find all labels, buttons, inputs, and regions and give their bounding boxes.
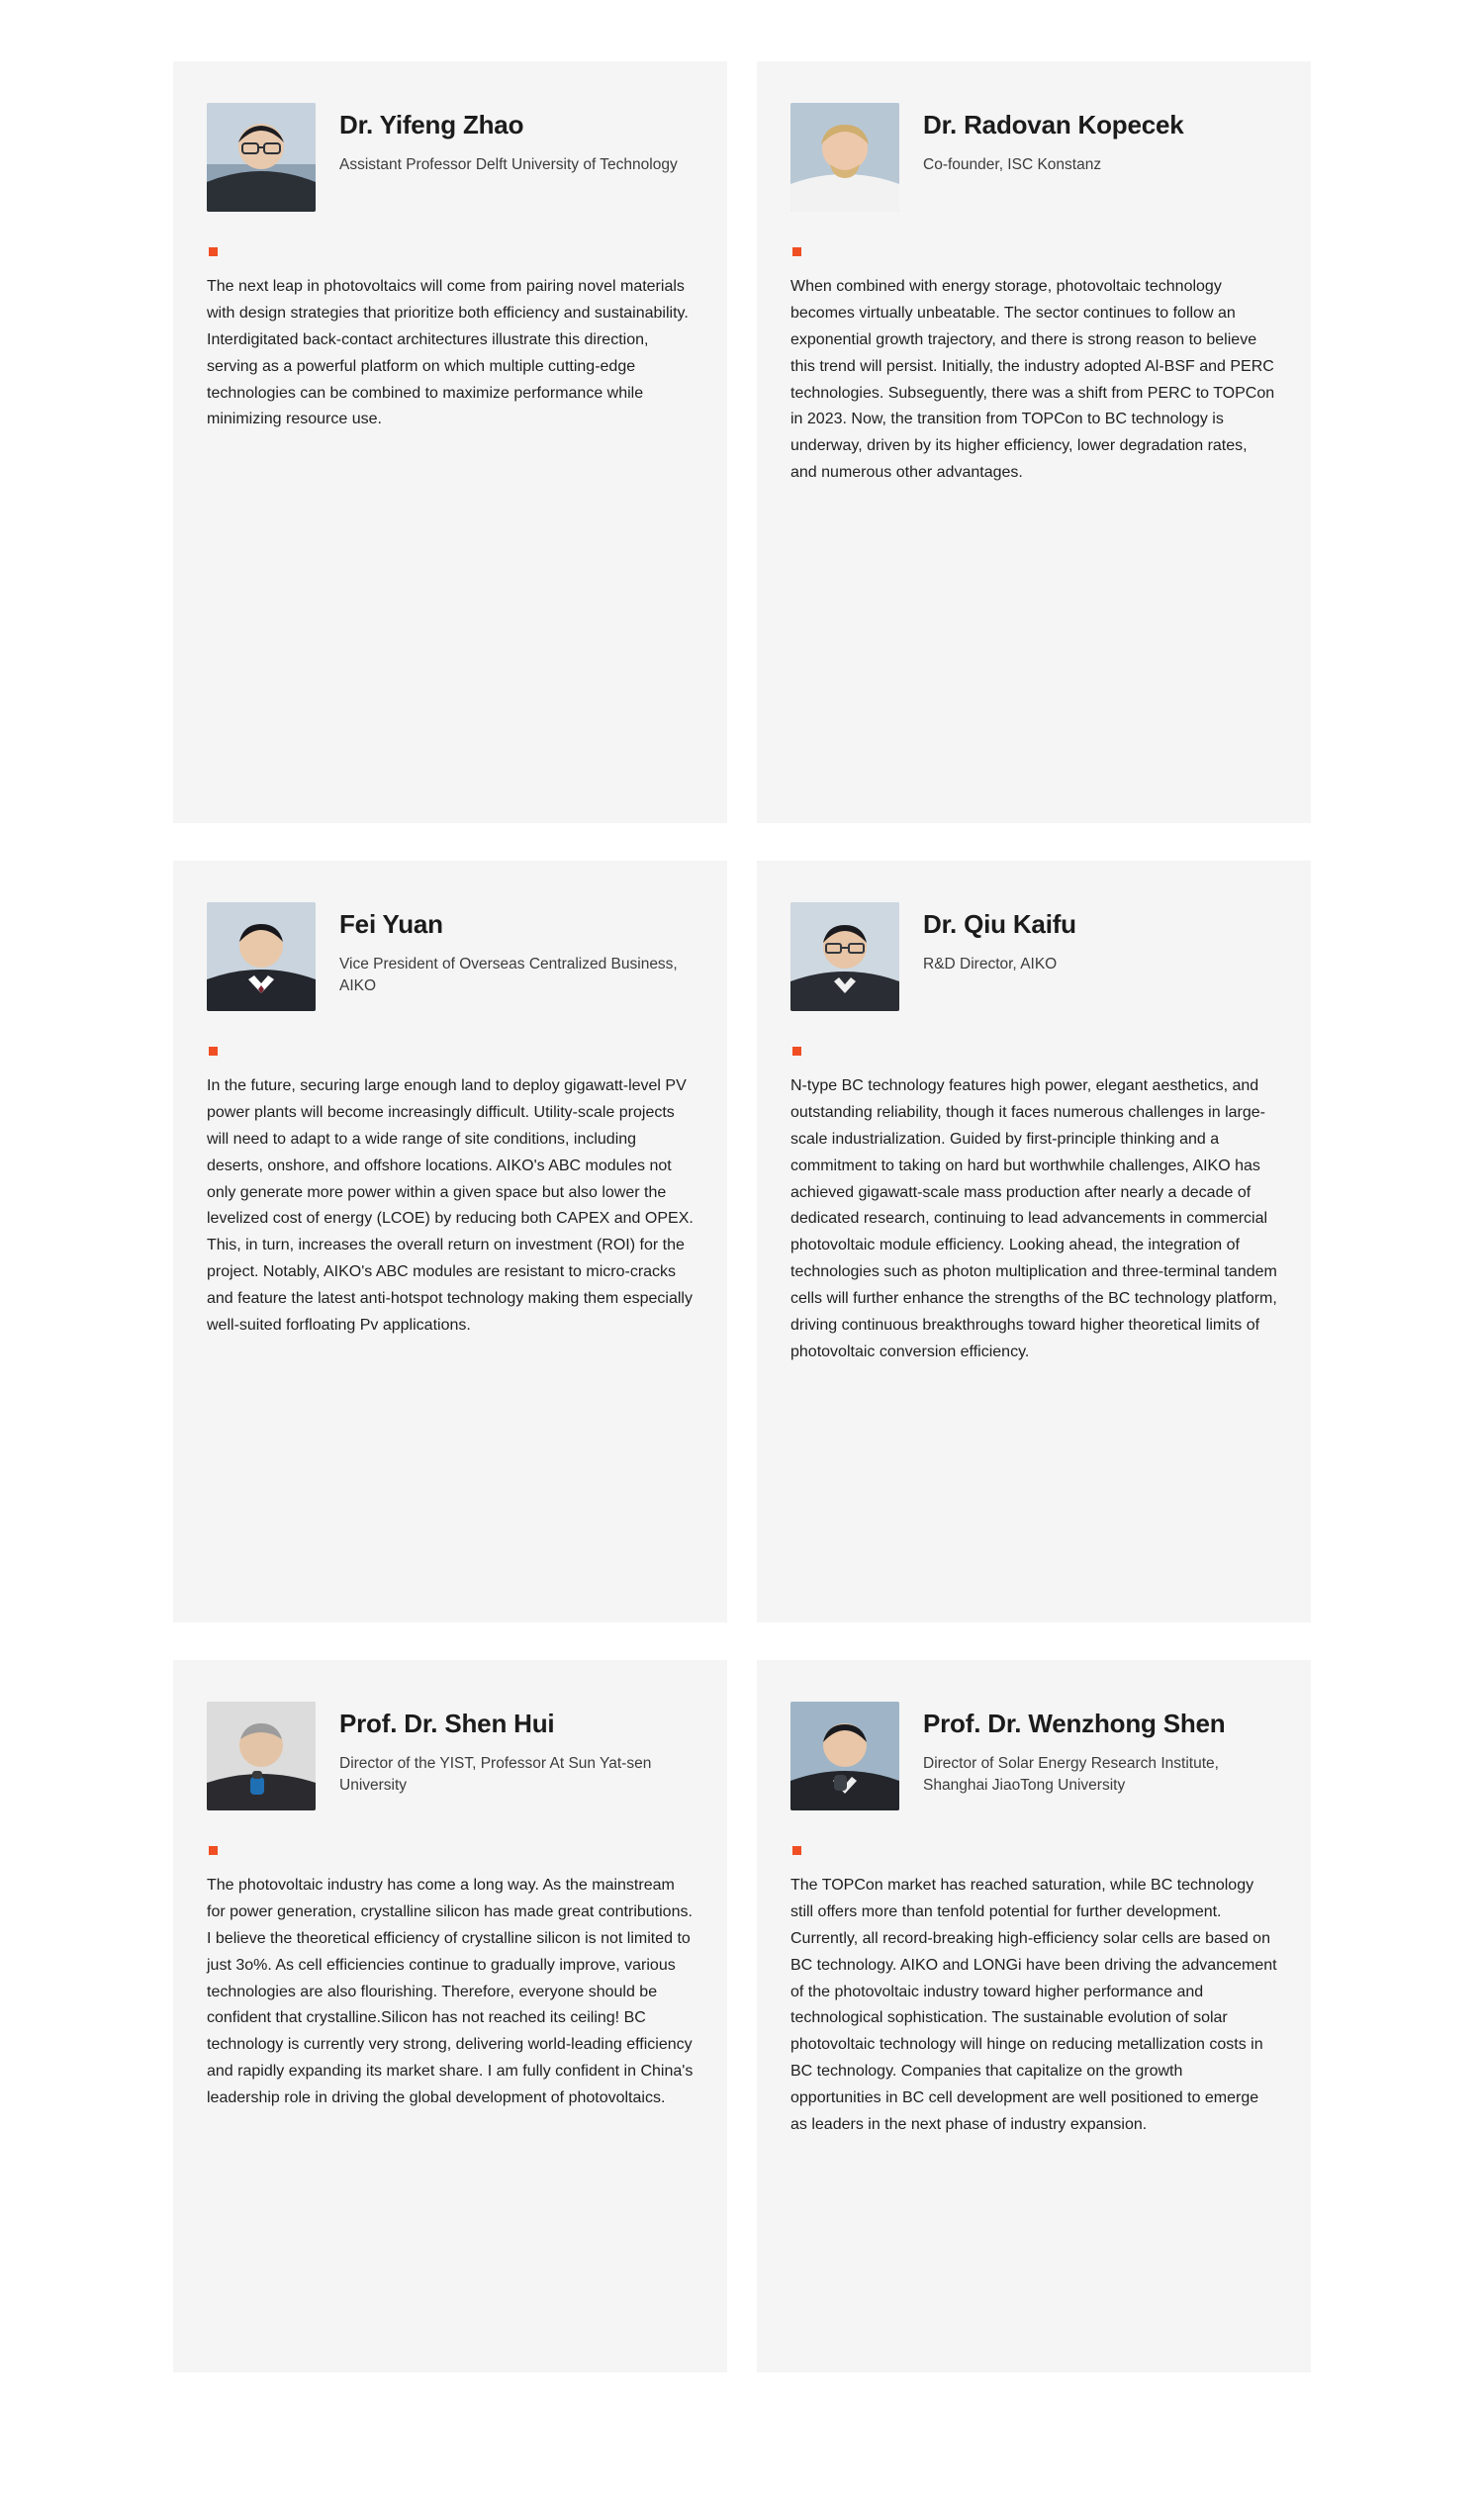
testimonial-card <box>757 861 1311 1622</box>
card-header-text <box>339 1702 694 1798</box>
card-header <box>790 103 1277 212</box>
portrait-photo-qiu-kaifu <box>790 902 899 1011</box>
testimonial-card <box>173 861 727 1622</box>
portrait-photo-fei-yuan <box>207 902 316 1011</box>
testimonial-card <box>173 61 727 823</box>
card-header-text <box>339 902 694 998</box>
person-title: Assistant Professor Delft University of Technology <box>339 155 678 173</box>
person-name: Dr. Radovan Kopecek <box>923 110 1184 139</box>
card-header-text <box>923 103 1184 176</box>
card-header-text <box>339 103 678 176</box>
orange-square-bullet-icon <box>209 247 218 256</box>
portrait-photo-yifeng-zhao <box>207 103 316 212</box>
portrait-photo-shen-hui <box>207 1702 316 1810</box>
orange-square-bullet-icon <box>209 1846 218 1855</box>
testimonial-quote: In the future, securing large enough land to deploy gigawatt-level PV power plants will become increasingly difficult. Utility-scale projects will need to adapt to a wide range of site conditions, including deserts, onshore, and offshore locations. AIKO's ABC modules not only generate more power within a given space but also lower the levelized cost of energy (LCOE) by reducing both CAPEX and OPEX. This, in turn, increases the overall return on investment (ROI) for the project. Notably, AIKO's ABC modules are resistant to micro-cracks and feature the latest anti-hotspot technology making them especially well-suited forfloating Pv applications. <box>207 1077 694 1334</box>
orange-square-bullet-icon <box>792 1047 801 1056</box>
orange-square-bullet-icon <box>792 247 801 256</box>
person-title: R&D Director, AIKO <box>923 955 1058 973</box>
testimonial-quote: N-type BC technology features high power, elegant aesthetics, and outstanding reliability, though it faces numerous challenges in large-scale industrialization. Guided by first-principle thinking and a commitment to taking on hard but worthwhile challenges, AIKO has achieved gigawatt-scale mass production after nearly a decade of dedicated research, continuing to lead advancements in commercial photovoltaic module efficiency. Looking ahead, the integration of technologies such as photon multiplication and three-terminal tandem cells will further enhance the strengths of the BC technology platform, driving continuous breakthroughs toward higher theoretical limits of photovoltaic conversion efficiency. <box>790 1077 1277 1360</box>
card-header <box>207 103 694 212</box>
testimonial-quote: The next leap in photovoltaics will come from pairing novel materials with design strategies that prioritize both efficiency and sustainability. Interdigitated back-contact architectures illustrate this direction, serving as a powerful platform on which multiple cutting-edge technologies can be combined to maximize performance while minimizing resource use. <box>207 278 689 428</box>
card-header-text <box>923 1702 1277 1798</box>
testimonial-card <box>757 61 1311 823</box>
portrait-photo-radovan-kopecek <box>790 103 899 212</box>
person-title: Director of Solar Energy Research Institute, Shanghai JiaoTong University <box>923 1754 1219 1795</box>
person-title: Co-founder, ISC Konstanz <box>923 155 1102 173</box>
person-name: Prof. Dr. Wenzhong Shen <box>923 1709 1226 1738</box>
person-title: Vice President of Overseas Centralized Business, AIKO <box>339 955 678 995</box>
testimonial-grid <box>173 61 1311 2372</box>
person-name: Dr. Qiu Kaifu <box>923 909 1076 939</box>
card-header <box>207 902 694 1011</box>
orange-square-bullet-icon <box>792 1846 801 1855</box>
card-header <box>790 1702 1277 1810</box>
testimonial-quote: The photovoltaic industry has come a long way. As the mainstream for power generation, crystalline silicon has made great contributions. I believe the theoretical efficiency of crystalline silicon is not limited to just 3o%. As cell efficiencies continue to gradually improve, various technologies are also flourishing. Therefore, everyone should be confident that crystalline.Silicon has not reached its ceiling! BC technology is currently very strong, delivering world-leading efficiency and rapidly expanding its market share. I am fully confident in China's leadership role in driving the global development of photovoltaics. <box>207 1877 694 2106</box>
person-title: Director of the YIST, Professor At Sun Yat-sen University <box>339 1754 652 1795</box>
person-name: Prof. Dr. Shen Hui <box>339 1709 555 1738</box>
testimonial-card <box>757 1660 1311 2372</box>
testimonial-quote: When combined with energy storage, photovoltaic technology becomes virtually unbeatable. The sector continues to follow an exponential growth trajectory, and there is strong reason to believe this trend will persist. Initially, the industry adopted Al-BSF and PERC technologies. Subseguently, there was a shift from PERC to TOPCon in 2023. Now, the transition from TOPCon to BC technology is underway, driven by its higher efficiency, lower degradation rates, and numerous other advantages. <box>790 278 1275 482</box>
card-header <box>790 902 1277 1011</box>
testimonial-quote: The TOPCon market has reached saturation, while BC technology still offers more than tenfold potential for further development. Currently, all record-breaking high-efficiency solar cells are based on BC technology. AIKO and LONGi have been driving the advancement of the photovoltaic industry toward higher performance and technological sophistication. The sustainable evolution of solar photovoltaic technology will hinge on reducing metallization costs in BC technology. Companies that capitalize on the growth opportunities in BC cell development are well positioned to emerge as leaders in the next phase of industry expansion. <box>790 1877 1277 2133</box>
card-header-text <box>923 902 1076 975</box>
card-header <box>207 1702 694 1810</box>
person-name: Fei Yuan <box>339 909 443 939</box>
person-name: Dr. Yifeng Zhao <box>339 110 524 139</box>
testimonial-card <box>173 1660 727 2372</box>
orange-square-bullet-icon <box>209 1047 218 1056</box>
portrait-photo-wenzhong-shen <box>790 1702 899 1810</box>
